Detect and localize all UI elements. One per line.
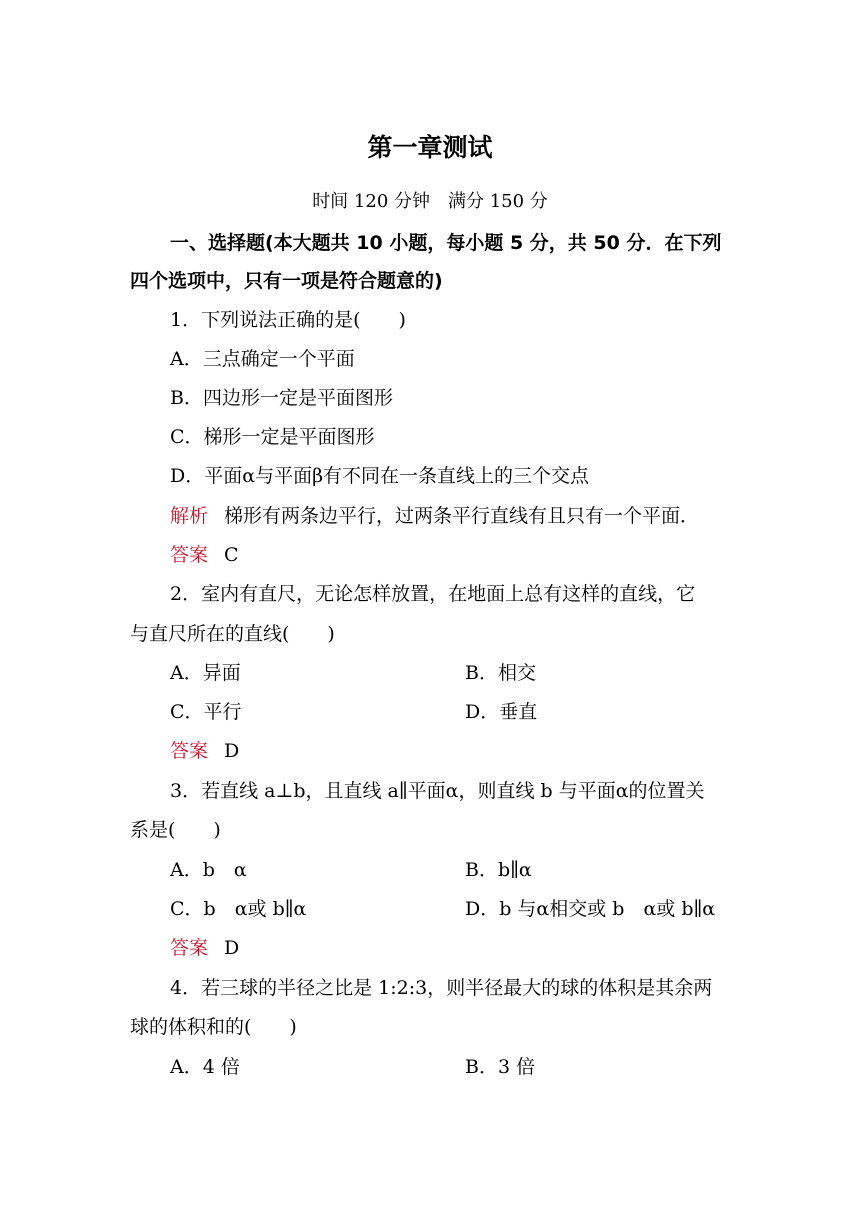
answer-value: C (224, 544, 239, 566)
q1-option-b: B．四边形一定是平面图形 (170, 387, 393, 409)
answer-value: D (224, 740, 240, 762)
q2-option-b: B．相交 (465, 662, 536, 684)
q3-stem-line2: 系是( ) (130, 819, 221, 841)
q2-answer (170, 738, 239, 764)
q3-option-d: D．b 与α相交或 b α或 b∥α (465, 898, 716, 920)
analysis-label: 解析 (170, 505, 209, 527)
q2-option-a: A．异面 (170, 662, 241, 684)
q1-stem: 1．下列说法正确的是( ) (170, 309, 406, 331)
q4-stem-line1: 4．若三球的半径之比是 1:2:3，则半径最大的球的体积是其余两 (170, 977, 713, 999)
page-title: 第一章测试 (367, 133, 493, 162)
q1-option-c: C．梯形一定是平面图形 (170, 426, 375, 448)
q3-option-b: B．b∥α (465, 859, 532, 881)
page-subtitle: 时间 120 分钟 满分 150 分 (312, 191, 548, 212)
q4-option-b: B．3 倍 (465, 1056, 536, 1078)
q1-analysis (170, 503, 699, 529)
q1-option-a: A．三点确定一个平面 (170, 348, 355, 370)
q3-option-a: A．b α (170, 859, 247, 881)
q2-stem-line2: 与直尺所在的直线( ) (130, 623, 335, 645)
q4-option-a: A．4 倍 (170, 1056, 240, 1078)
section-heading-line2: 四个选项中，只有一项是符合题意的) (130, 270, 443, 292)
q1-option-d: D．平面α与平面β有不同在一条直线上的三个交点 (170, 465, 590, 487)
answer-label: 答案 (170, 937, 209, 959)
answer-label: 答案 (170, 544, 209, 566)
q2-option-d: D．垂直 (465, 701, 538, 723)
answer-value: D (224, 937, 240, 959)
q3-option-c: C．b α或 b∥α (170, 898, 307, 920)
analysis-text: 梯形有两条边平行，过两条平行直线有且只有一个平面． (224, 505, 700, 527)
q3-answer (170, 935, 239, 961)
q3-stem-line1: 3．若直线 a⊥b，且直线 a∥平面α，则直线 b 与平面α的位置关 (170, 780, 705, 802)
q2-stem-line1: 2．室内有直尺，无论怎样放置，在地面上总有这样的直线，它 (170, 583, 696, 605)
section-heading-line1: 一、选择题(本大题共 10 小题，每小题 5 分，共 50 分．在下列 (170, 232, 722, 254)
q1-answer (170, 542, 239, 568)
q4-stem-line2: 球的体积和的( ) (130, 1016, 297, 1038)
q2-option-c: C．平行 (170, 701, 242, 723)
answer-label: 答案 (170, 740, 209, 762)
